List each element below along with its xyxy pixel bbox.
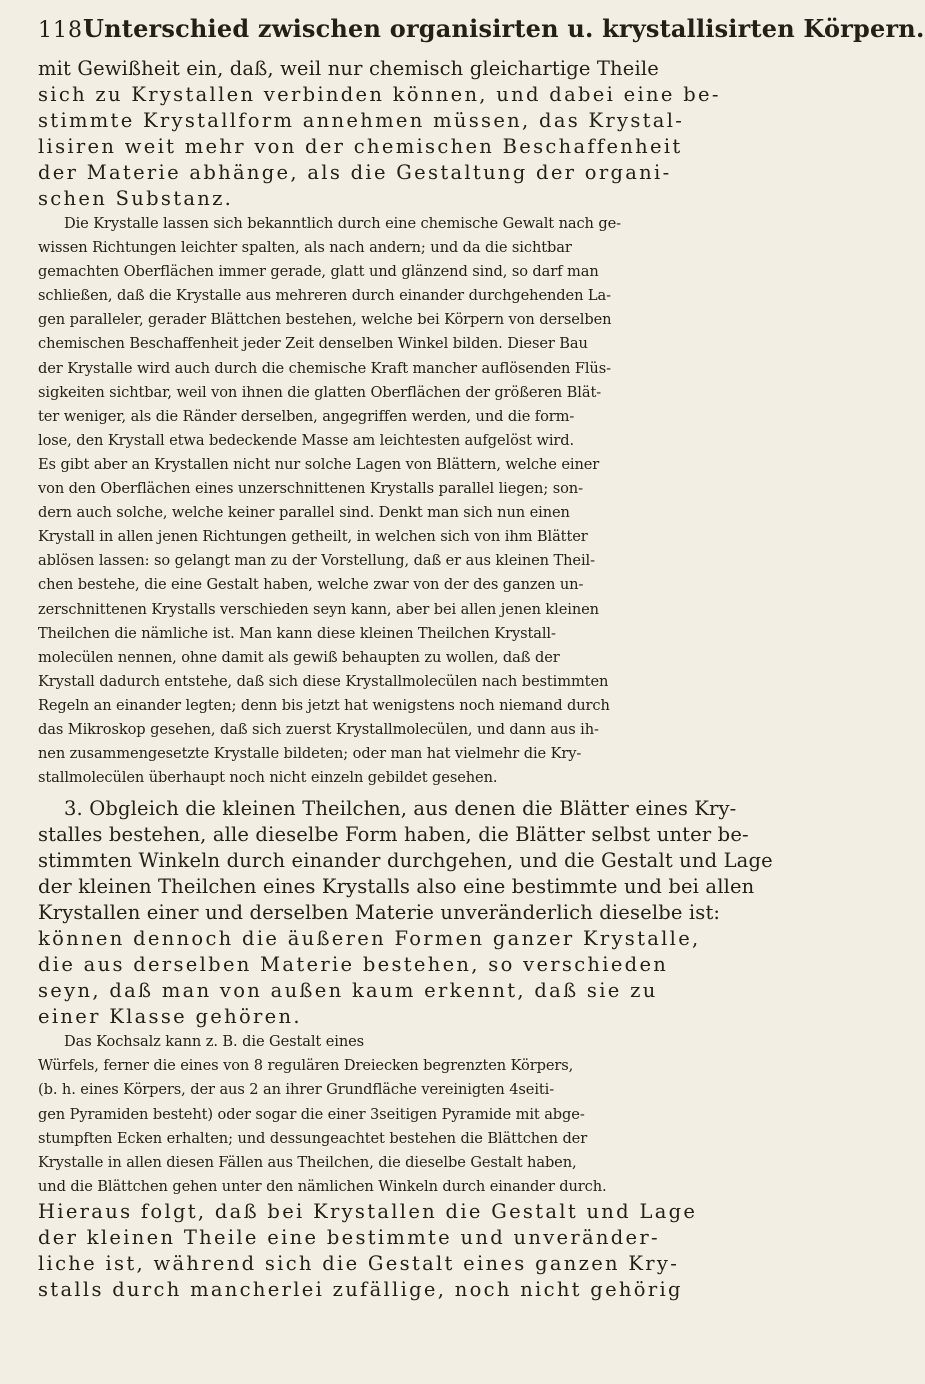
text-line: nen zusammengesetzte Krystalle bildeten; oder man hat vielmehr die Kry- [38,745,582,763]
text-line: lisiren weit mehr von der chemischen Beschaffenheit [38,135,683,158]
text-line: stalles bestehen, alle dieselbe Form haben, die Blätter selbst unter be- [38,823,749,847]
paragraph-salt-example [38,1030,768,1199]
text-line: der Materie abhänge, als die Gestaltung der organi- [38,161,672,184]
text-line: Die Krystalle lassen sich bekanntlich durch eine chemische Gewalt nach ge- [64,215,621,232]
text-line: 3. Obgleich die kleinen Theilchen, aus denen die Blätter eines Kry- [64,797,737,821]
text-line: Krystall in allen jenen Richtungen getheilt, in welchen sich von ihm Blätter [38,528,588,546]
text-line: schen Substanz. [38,187,234,210]
running-title: Unterschied zwischen organisirten u. krystallisirten Körpern. [83,14,925,43]
text-line: können dennoch die äußeren Formen ganzer Krystalle, [38,927,701,951]
text-line: Würfels, ferner die eines von 8 regulären Dreiecken begrenzten Körpers, [38,1057,574,1075]
text-line: die aus derselben Materie bestehen, so verschieden [38,953,669,977]
text-line: Krystall dadurch entstehe, daß sich diese Krystallmolecülen nach bestimmten [38,672,609,690]
text-line: Krystalle in allen diesen Fällen aus Theilchen, die dieselbe Gestalt haben, [38,1153,577,1171]
text-line: der Krystalle wird auch durch die chemische Kraft mancher auflösenden Flüs- [38,359,611,377]
text-line: (b. h. eines Körpers, der aus 2 an ihrer Grundfläche vereinigten 4seiti- [38,1081,555,1099]
text-line: das Mikroskop gesehen, daß sich zuerst Krystallmolecülen, und dann aus ih- [38,720,599,738]
text-line: seyn, daß man von außen kaum erkennt, daß sie zu [38,979,658,1003]
text-line: liche ist, während sich die Gestalt eines ganzen Kry- [38,1251,680,1275]
text-line: wissen Richtungen leichter spalten, als nach andern; und da die sichtbar [38,239,572,257]
text-line: ter weniger, als die Ränder derselben, angegriffen werden, und die form- [38,407,575,425]
text-line: gemachten Oberflächen immer gerade, glatt und glänzend sind, so darf man [38,263,599,281]
text-line: stimmte Krystallform annehmen müssen, das Krystal- [38,109,685,132]
text-line: sich zu Krystallen verbinden können, und dabei eine be- [38,83,721,106]
paragraph-crystal-structure [38,212,768,790]
page-number: 118 [38,18,83,43]
text-line: chemischen Beschaffenheit jeder Zeit denselben Winkel bilden. Dieser Bau [38,335,588,353]
text-line: stallmolecülen überhaupt noch nicht einzeln gebildet gesehen. [38,769,498,787]
text-line: der kleinen Theile eine bestimmte und unveränder- [38,1225,660,1249]
text-line: stimmten Winkeln durch einander durchgehen, und die Gestalt und Lage [38,849,773,873]
text-line: Hieraus folgt, daß bei Krystallen die Gestalt und Lage [38,1199,698,1223]
text-line: lose, den Krystall etwa bedeckende Masse am leichtesten aufgelöst wird. [38,431,575,449]
text-line: Das Kochsalz kann z. B. die Gestalt eines [64,1033,365,1051]
text-line: der kleinen Theilchen eines Krystalls also eine bestimmte und bei allen [38,875,755,899]
text-line: von den Oberflächen eines unzerschnittenen Krystalls parallel liegen; son- [38,480,583,498]
text-line: ablösen lassen: so gelangt man zu der Vorstellung, daß er aus kleinen Theil- [38,552,595,570]
text-line: dern auch solche, welche keiner parallel sind. Denkt man sich nun einen [38,504,570,522]
text-line: chen bestehe, die eine Gestalt haben, welche zwar von der des ganzen un- [38,576,584,594]
text-line: Es gibt aber an Krystallen nicht nur solche Lagen von Blättern, welche einer [38,455,600,473]
text-line: molecülen nennen, ohne damit als gewiß behaupten zu wollen, daß der [38,648,560,666]
page-header [38,14,925,54]
text-line: gen paralleler, gerader Blättchen bestehen, welche bei Körpern von derselben [38,311,612,329]
text-line: mit Gewißheit ein, daß, weil nur chemisch gleichartige Theile [38,57,659,80]
text-line: sigkeiten sichtbar, weil von ihnen die glatten Oberflächen der größeren Blät- [38,383,602,401]
text-line: stalls durch mancherlei zufällige, noch nicht gehörig [38,1277,683,1301]
paragraph-hence [38,1199,768,1303]
text-line: einer Klasse gehören. [38,1005,302,1029]
text-line: gen Pyramiden besteht) oder sogar die einer 3seitigen Pyramide mit abge- [38,1105,585,1123]
text-line: und die Blättchen gehen unter den nämlichen Winkeln durch einander durch. [38,1177,607,1195]
text-line: Regeln an einander legten; denn bis jetzt hat wenigstens noch niemand durch [38,696,610,714]
text-line: Krystallen einer und derselben Materie unveränderlich dieselbe ist: [38,901,721,925]
text-line: schließen, daß die Krystalle aus mehreren durch einander durchgehenden La- [38,287,611,305]
text-line: zerschnittenen Krystalls verschieden seyn kann, aber bei allen jenen kleinen [38,600,599,618]
text-line: stumpften Ecken erhalten; und dessungeachtet bestehen die Blättchen der [38,1129,588,1147]
paragraph-conclusion [38,56,768,212]
text-line: Theilchen die nämliche ist. Man kann diese kleinen Theilchen Krystall- [38,624,556,642]
paragraph-numbered-3 [38,796,773,1030]
